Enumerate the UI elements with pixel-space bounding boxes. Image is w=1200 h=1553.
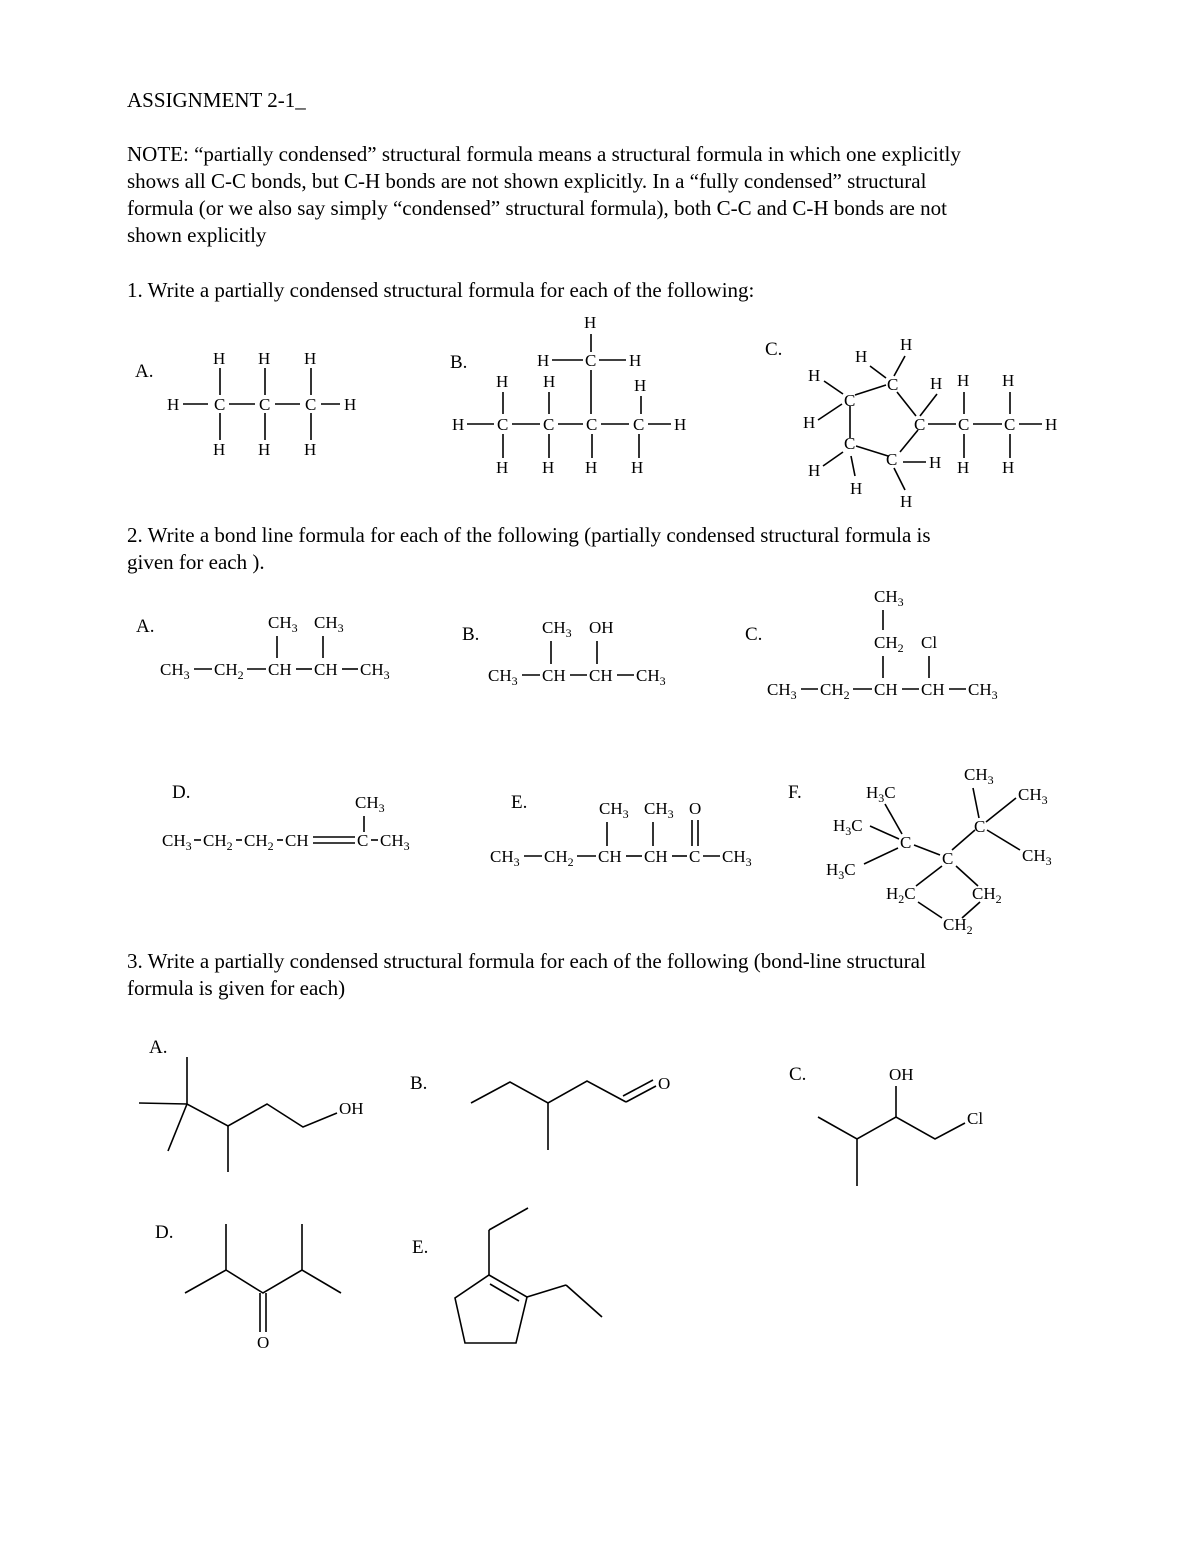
atom-h: H bbox=[1002, 458, 1015, 477]
atom-h: H bbox=[1045, 415, 1058, 434]
group-ch2: $CH_2$ bbox=[874, 633, 904, 655]
group-ch3: $CH_3$ bbox=[360, 660, 390, 682]
atom-h: H bbox=[213, 440, 226, 459]
question-3-prompt: 3. Write a partially condensed structural formula for each of the following (bond-line structural formula is given for each) bbox=[127, 949, 926, 1000]
label-q1-b: B. bbox=[450, 352, 468, 373]
group-ch3: $CH_3$ bbox=[380, 831, 410, 853]
atom-h: H bbox=[496, 458, 509, 477]
atom-h: H bbox=[629, 351, 642, 370]
atom-c: C bbox=[633, 415, 645, 434]
group-ch3: $CH_3$ bbox=[1022, 846, 1052, 868]
group-ch3: $CH_3$ bbox=[490, 847, 520, 869]
group-ch: CH bbox=[644, 847, 668, 866]
group-ch: CH bbox=[268, 660, 292, 679]
atom-h: H bbox=[496, 372, 509, 391]
note-paragraph: NOTE: “partially condensed” structural formula means a structural formula in which one explicitly shows all C-C bonds, but C-H bonds are not shown explicitly. In a “fully condensed” structural formula (or we also say simply “condensed” structural formula), both C-C and C-H bonds are not shown explicitly bbox=[127, 142, 961, 247]
group-ch: CH bbox=[598, 847, 622, 866]
atom-h: H bbox=[1002, 371, 1015, 390]
group-h3c: $H_3C$ bbox=[833, 816, 863, 838]
assignment-title: ASSIGNMENT 2-1_ bbox=[127, 88, 306, 112]
atom-h: H bbox=[452, 415, 465, 434]
atom-c: C bbox=[259, 395, 271, 414]
group-ch3: $CH_3$ bbox=[355, 793, 385, 815]
q1-structure-a bbox=[135, 349, 356, 459]
group-ch3: $CH_3$ bbox=[636, 666, 666, 688]
label-q1-a: A. bbox=[135, 361, 154, 382]
atom-c: C bbox=[543, 415, 555, 434]
group-ch3: $CH_3$ bbox=[874, 587, 904, 609]
q2-structure-b bbox=[462, 618, 666, 688]
atom-h: H bbox=[258, 440, 271, 459]
group-ch2: $CH_2$ bbox=[820, 680, 850, 702]
atom-h: H bbox=[543, 372, 556, 391]
group-ch: CH bbox=[874, 680, 898, 699]
atom-h: H bbox=[808, 461, 821, 480]
q2-structure-d bbox=[162, 782, 410, 853]
atom-c: C bbox=[305, 395, 317, 414]
atom-c: C bbox=[958, 415, 970, 434]
group-h3c: $H_3C$ bbox=[826, 860, 856, 882]
label-q2-a: A. bbox=[136, 616, 155, 637]
atom-c: C bbox=[844, 391, 856, 410]
atom-c: C bbox=[887, 375, 899, 394]
q3-structure-d bbox=[155, 1222, 341, 1352]
label-q2-c: C. bbox=[745, 624, 763, 645]
atom-h: H bbox=[900, 492, 913, 511]
atom-c: C bbox=[974, 817, 986, 836]
question-2-prompt: 2. Write a bond line formula for each of the following (partially condensed structural formula is given for each ). bbox=[127, 523, 931, 574]
atom-h: H bbox=[304, 349, 317, 368]
atom-h: H bbox=[167, 395, 180, 414]
q3-structure-c bbox=[789, 1064, 983, 1186]
atom-h: H bbox=[631, 458, 644, 477]
atom-h: H bbox=[585, 458, 598, 477]
group-ch3: $CH_3$ bbox=[162, 831, 192, 853]
atom-h: H bbox=[674, 415, 687, 434]
group-ch3: $CH_3$ bbox=[964, 765, 994, 787]
atom-h: H bbox=[584, 313, 597, 332]
q3-structure-b bbox=[410, 1073, 670, 1150]
label-q2-e: E. bbox=[511, 792, 528, 813]
group-ch2: $CH_2$ bbox=[544, 847, 574, 869]
group-ch: CH bbox=[542, 666, 566, 685]
atom-c: C bbox=[689, 847, 701, 866]
group-h3c: $H_3C$ bbox=[866, 783, 896, 805]
atom-c: C bbox=[886, 450, 898, 469]
group-ch3: $CH_3$ bbox=[599, 799, 629, 821]
atom-h: H bbox=[344, 395, 357, 414]
atom-h: H bbox=[542, 458, 555, 477]
q2-structure-c bbox=[745, 587, 998, 702]
group-ch: CH bbox=[921, 680, 945, 699]
atom-o: O bbox=[658, 1074, 671, 1093]
group-ch3: $CH_3$ bbox=[542, 618, 572, 640]
atom-o: O bbox=[689, 799, 702, 818]
q3-structure-a bbox=[139, 1037, 364, 1172]
group-ch3: $CH_3$ bbox=[268, 613, 298, 635]
atom-h: H bbox=[634, 376, 647, 395]
q2-structure-e bbox=[490, 792, 752, 869]
label-q3-b: B. bbox=[410, 1073, 428, 1094]
atom-h: H bbox=[855, 347, 868, 366]
atom-h: H bbox=[900, 335, 913, 354]
atom-oh: OH bbox=[339, 1099, 364, 1118]
group-ch2: $CH_2$ bbox=[972, 884, 1002, 906]
group-ch: CH bbox=[314, 660, 338, 679]
group-ch3: $CH_3$ bbox=[1018, 785, 1048, 807]
group-h2c: $H_2C$ bbox=[886, 884, 916, 906]
q1-structure-c bbox=[765, 335, 1057, 511]
atom-c: C bbox=[844, 434, 856, 453]
group-ch: CH bbox=[285, 831, 309, 850]
label-q2-f: F. bbox=[788, 782, 802, 803]
atom-h: H bbox=[537, 351, 550, 370]
group-ch: CH bbox=[589, 666, 613, 685]
atom-h: H bbox=[957, 458, 970, 477]
group-ch2: $CH_2$ bbox=[203, 831, 233, 853]
atom-oh: OH bbox=[589, 618, 614, 637]
q3-structure-e bbox=[412, 1208, 602, 1343]
atom-cl: Cl bbox=[967, 1109, 984, 1128]
label-q3-e: E. bbox=[412, 1237, 429, 1258]
group-ch3: $CH_3$ bbox=[968, 680, 998, 702]
atom-c: C bbox=[357, 831, 369, 850]
atom-c: C bbox=[497, 415, 509, 434]
group-ch3: $CH_3$ bbox=[722, 847, 752, 869]
q1-structure-b bbox=[450, 313, 686, 477]
label-q3-c: C. bbox=[789, 1064, 807, 1085]
atom-o: O bbox=[257, 1333, 270, 1352]
label-q1-c: C. bbox=[765, 339, 783, 360]
atom-oh: OH bbox=[889, 1065, 914, 1084]
atom-h: H bbox=[930, 374, 943, 393]
atom-h: H bbox=[808, 366, 821, 385]
atom-c: C bbox=[942, 849, 954, 868]
group-ch3: $CH_3$ bbox=[488, 666, 518, 688]
label-q3-d: D. bbox=[155, 1222, 174, 1243]
group-ch2: $CH_2$ bbox=[943, 915, 973, 937]
q2-structure-a bbox=[136, 613, 390, 682]
label-q3-a: A. bbox=[149, 1037, 168, 1058]
group-ch3: $CH_3$ bbox=[644, 799, 674, 821]
group-ch3: $CH_3$ bbox=[767, 680, 797, 702]
atom-c: C bbox=[214, 395, 226, 414]
atom-c: C bbox=[914, 415, 926, 434]
group-ch3: $CH_3$ bbox=[160, 660, 190, 682]
group-ch2: $CH_2$ bbox=[214, 660, 244, 682]
atom-c: C bbox=[1004, 415, 1016, 434]
atom-h: H bbox=[213, 349, 226, 368]
atom-h: H bbox=[850, 479, 863, 498]
atom-c: C bbox=[900, 833, 912, 852]
atom-cl: Cl bbox=[921, 633, 938, 652]
group-ch3: $CH_3$ bbox=[314, 613, 344, 635]
atom-h: H bbox=[803, 413, 816, 432]
question-1-prompt: 1. Write a partially condensed structural formula for each of the following: bbox=[127, 278, 755, 302]
q2-structure-f bbox=[788, 765, 1052, 937]
label-q2-b: B. bbox=[462, 624, 480, 645]
atom-h: H bbox=[258, 349, 271, 368]
atom-c: C bbox=[585, 351, 597, 370]
atom-c: C bbox=[586, 415, 598, 434]
atom-h: H bbox=[304, 440, 317, 459]
atom-h: H bbox=[957, 371, 970, 390]
label-q2-d: D. bbox=[172, 782, 191, 803]
group-ch2: $CH_2$ bbox=[244, 831, 274, 853]
atom-h: H bbox=[929, 453, 942, 472]
